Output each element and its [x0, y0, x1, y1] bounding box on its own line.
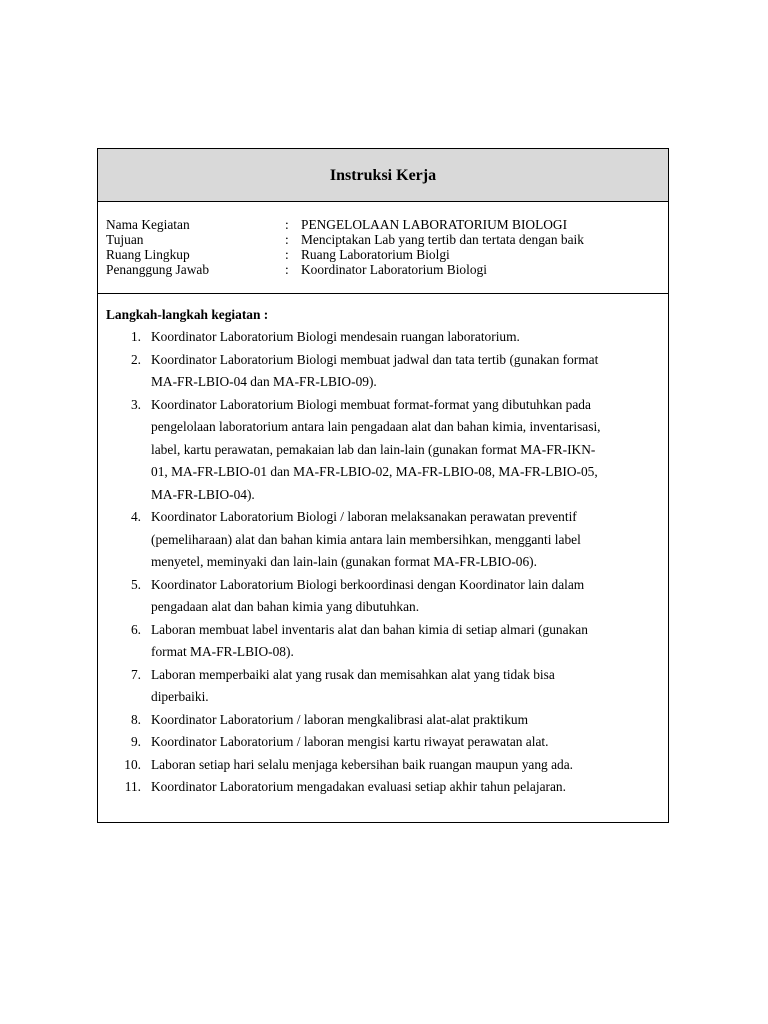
info-row-ruang-lingkup: [98, 247, 668, 262]
step-number: 9.: [130, 734, 141, 749]
step-text-line: pengadaan alat dan bahan kimia yang dibutuhkan.: [151, 599, 420, 614]
work-instruction-document: [97, 148, 669, 823]
document-header: [98, 149, 668, 202]
step-text: [151, 709, 661, 732]
step-number: 7.: [130, 666, 141, 682]
step-text-line: Koordinator Laboratorium Biologi membuat jadwal dan tata tertib (gunakan format: [151, 351, 599, 367]
step-text-line: Koordinator Laboratorium Biologi berkoordinasi dengan Koordinator lain dalam: [151, 576, 585, 592]
document-title: Instruksi Kerja: [329, 167, 437, 184]
step-number: 11.: [124, 779, 141, 794]
info-colon: :: [285, 232, 289, 247]
info-label: Tujuan: [106, 232, 144, 247]
step-text-line: pengelolaan laboratorium antara lain pengadaan alat dan bahan kimia, inventarisasi,: [151, 419, 601, 434]
step-text-line: Koordinator Laboratorium mengadakan evaluasi setiap akhir tahun pelajaran.: [151, 779, 566, 794]
step-text: [151, 731, 661, 754]
step-text-line: diperbaiki.: [151, 689, 209, 704]
step-text: [151, 349, 661, 394]
info-value: Ruang Laboratorium Biolgi: [301, 247, 450, 262]
step-number: 4.: [130, 509, 141, 524]
step-text-line: (pemeliharaan) alat dan bahan kimia antara lain membersihkan, mengganti label: [151, 531, 581, 547]
info-label: Ruang Lingkup: [106, 247, 190, 262]
step-text: [151, 776, 661, 799]
step-text-line: MA-FR-LBIO-04).: [151, 486, 255, 502]
step-text: [151, 664, 661, 709]
step-text-line: 01, MA-FR-LBIO-01 dan MA-FR-LBIO-02, MA-FR-LBIO-08, MA-FR-LBIO-05,: [151, 464, 598, 479]
info-value: Koordinator Laboratorium Biologi: [301, 262, 487, 277]
info-colon: :: [285, 247, 289, 262]
info-label: Nama Kegiatan: [106, 217, 190, 232]
step-text-line: Laboran memperbaiki alat yang rusak dan memisahkan alat yang tidak bisa: [151, 666, 555, 682]
step-text: [151, 619, 661, 664]
step-text-line: Koordinator Laboratorium Biologi mendesain ruangan laboratorium.: [151, 329, 520, 344]
step-text-line: format MA-FR-LBIO-08).: [151, 644, 294, 659]
step-text: [151, 326, 661, 349]
step-text-line: Laboran membuat label inventaris alat dan bahan kimia di setiap almari (gunakan: [151, 621, 588, 637]
step-text-line: Koordinator Laboratorium / laboran mengisi kartu riwayat perawatan alat.: [151, 734, 549, 749]
info-colon: :: [285, 262, 289, 277]
step-text: [151, 394, 661, 507]
info-value: PENGELOLAAN LABORATORIUM BIOLOGI: [301, 217, 568, 232]
step-number: 6.: [130, 621, 141, 637]
step-text: [151, 574, 661, 619]
step-number: 3.: [130, 396, 141, 412]
info-row-penanggung-jawab: [98, 262, 668, 277]
step-text-line: Laboran setiap hari selalu menjaga kebersihan baik ruangan maupun yang ada.: [151, 756, 574, 772]
info-row-tujuan: [98, 232, 668, 247]
step-number: 8.: [130, 711, 141, 727]
steps-heading: Langkah-langkah kegiatan :: [106, 307, 269, 322]
step-number: 2.: [130, 351, 141, 367]
step-text-line: label, kartu perawatan, pemakaian lab dan lain-lain (gunakan format MA-FR-IKN-: [151, 441, 596, 457]
step-text-line: Koordinator Laboratorium / laboran mengkalibrasi alat-alat praktikum: [151, 711, 529, 727]
step-number: 5.: [130, 576, 141, 592]
step-text-line: menyetel, meminyaki dan lain-lain (gunakan format MA-FR-LBIO-06).: [151, 554, 537, 569]
step-text: [151, 506, 661, 574]
step-text-line: Koordinator Laboratorium Biologi / laboran melaksanakan perawatan preventif: [151, 509, 577, 524]
info-colon: :: [285, 217, 289, 232]
step-text: [151, 754, 661, 777]
info-label: Penanggung Jawab: [106, 262, 210, 277]
info-section: [98, 202, 668, 294]
step-number: 10.: [124, 756, 141, 772]
step-number: 1.: [130, 329, 141, 344]
info-row-nama-kegiatan: [98, 217, 668, 232]
info-value: Menciptakan Lab yang tertib dan tertata dengan baik: [301, 232, 584, 247]
step-text-line: Koordinator Laboratorium Biologi membuat format-format yang dibutuhkan pada: [151, 396, 591, 412]
step-text-line: MA-FR-LBIO-04 dan MA-FR-LBIO-09).: [151, 374, 377, 389]
